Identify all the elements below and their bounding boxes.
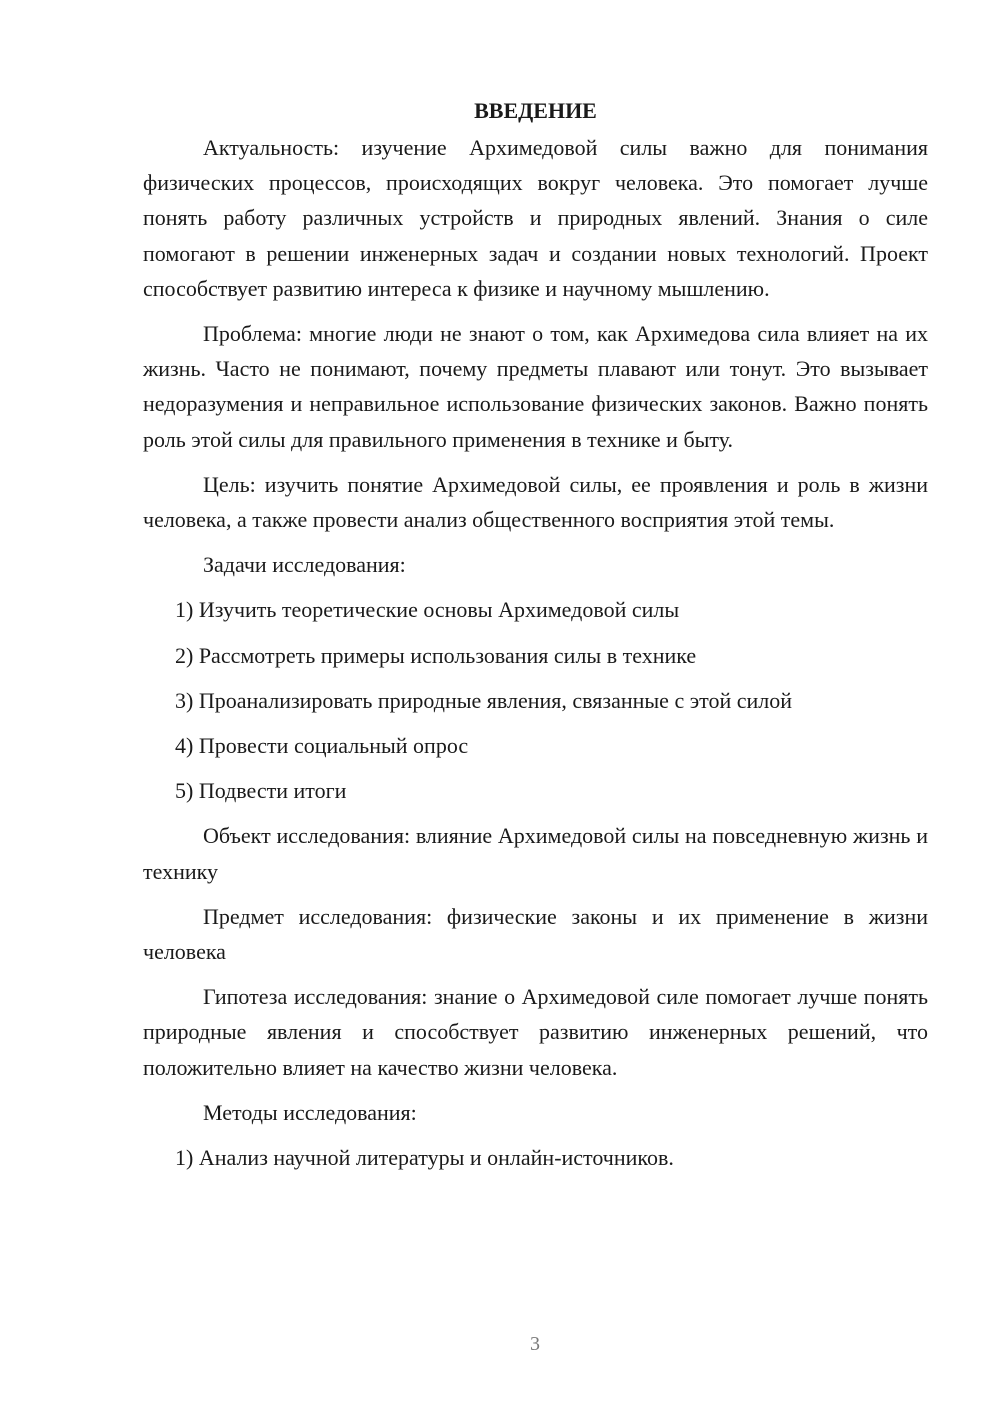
- object-paragraph: Объект исследования: влияние Архимедовой силы на повседневную жизнь и технику: [143, 823, 928, 884]
- method-item-1: 1) Анализ научной литературы и онлайн-источников.: [175, 1145, 674, 1171]
- task-item-5: 5) Подвести итоги: [175, 778, 347, 804]
- relevance-paragraph: Актуальность: изучение Архимедовой силы важно для понимания физических процессов, происходящих вокруг человека. Это помогает лучше понять работу различных устройств и природных явлений. Знания о силе помогают в решении инженерных задач и создании новых технологий. Проект способствует развитию интереса к физике и научному мышлению.: [143, 135, 928, 301]
- hypothesis-paragraph: Гипотеза исследования: знание о Архимедовой силе помогает лучше понять природные явления и способствует развитию инженерных решений, что положительно влияет на качество жизни человека.: [143, 984, 928, 1080]
- task-item-2: 2) Рассмотреть примеры использования силы в технике: [175, 642, 697, 668]
- subject-paragraph: Предмет исследования: физические законы и их применение в жизни человека: [143, 903, 928, 965]
- document-page: [143, 96, 928, 1185]
- methods-heading: Методы исследования:: [203, 1099, 417, 1125]
- goal-paragraph: Цель: изучить понятие Архимедовой силы, ее проявления и роль в жизни человека, а также провести анализ общественного восприятия этой темы.: [143, 471, 928, 533]
- task-item-3: 3) Проанализировать природные явления, связанные с этой силой: [175, 687, 793, 713]
- task-item-1: 1) Изучить теоретические основы Архимедовой силы: [175, 597, 680, 623]
- tasks-heading: Задачи исследования:: [203, 552, 406, 578]
- section-title: ВВЕДЕНИЕ: [474, 98, 597, 123]
- task-item-4: 4) Провести социальный опрос: [175, 733, 469, 759]
- page-number: 3: [530, 1333, 540, 1355]
- problem-paragraph: Проблема: многие люди не знают о том, как Архимедова сила влияет на их жизнь. Часто не понимают, почему предметы плавают или тонут. Это вызывает недоразумения и неправильное использование физических законов. Важно понять роль этой силы для правильного применения в технике и быту.: [143, 321, 928, 452]
